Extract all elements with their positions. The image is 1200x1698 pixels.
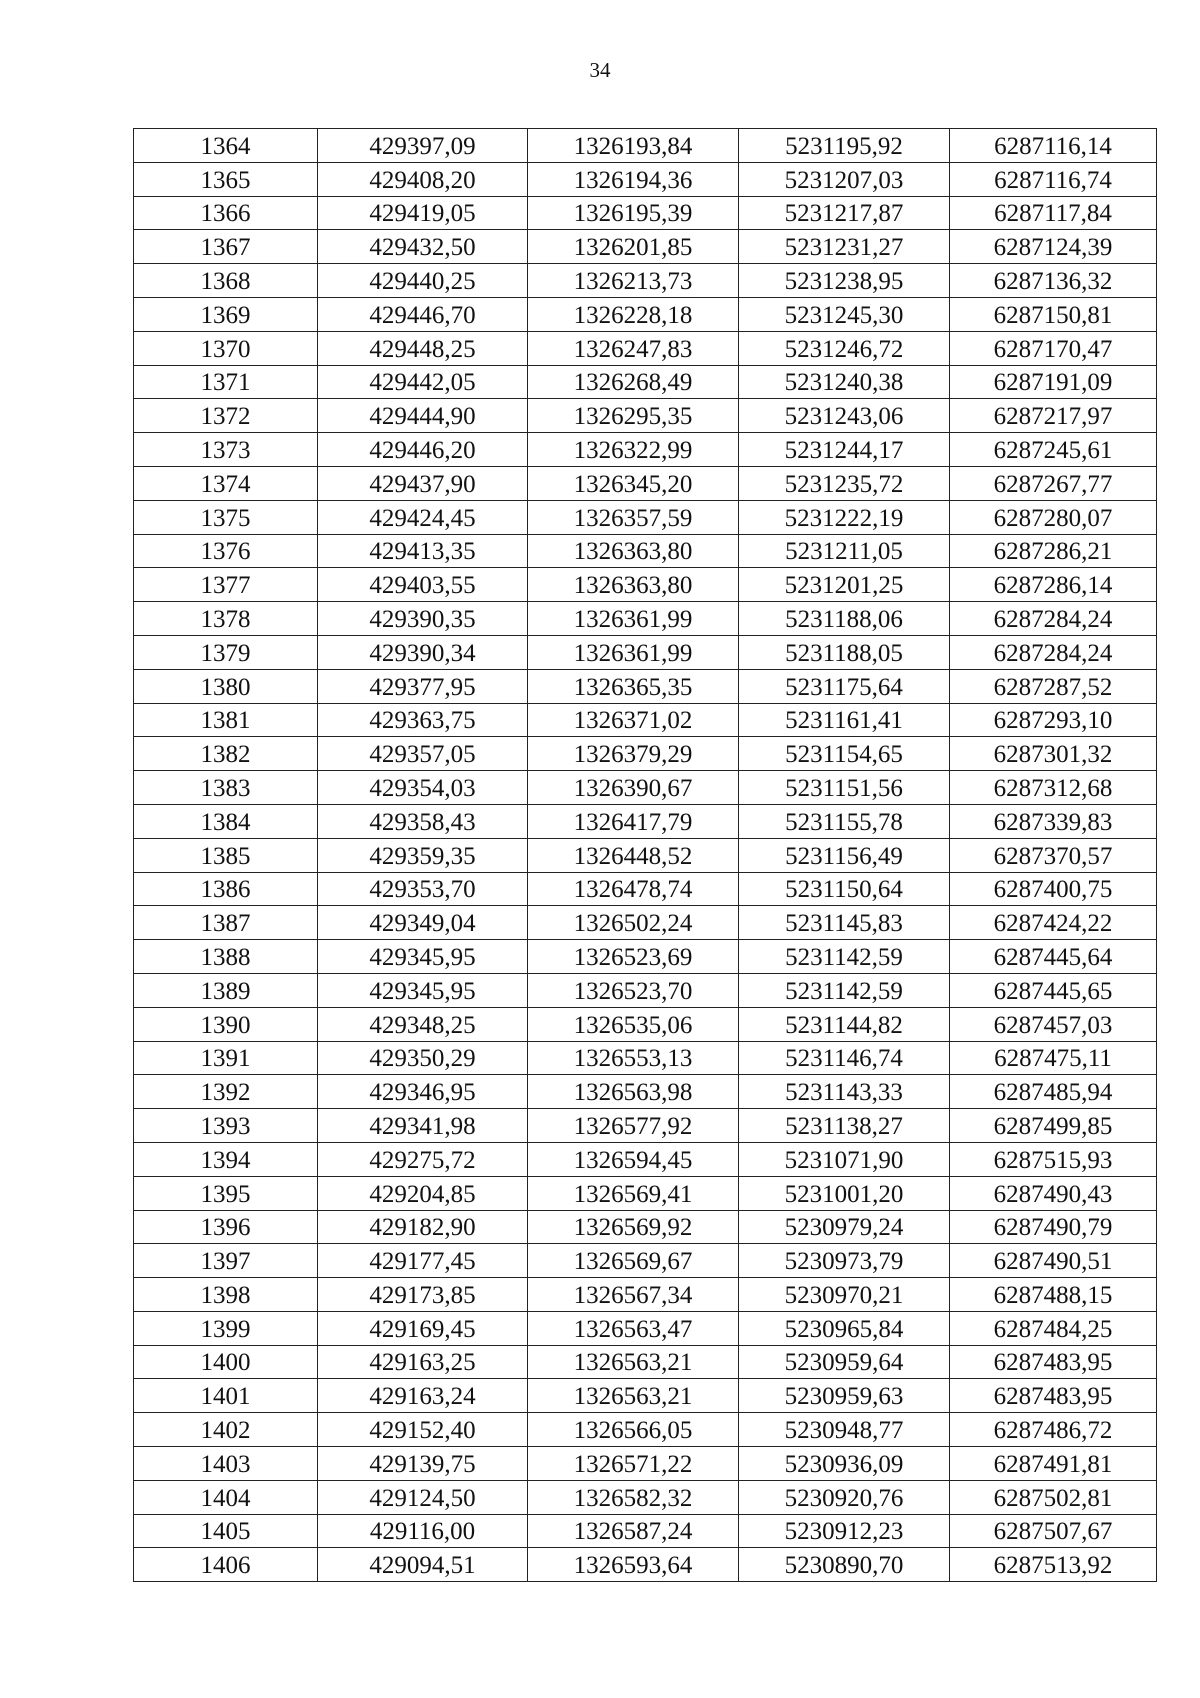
coord-y2-cell: 6287370,57: [950, 838, 1157, 872]
coord-y2-cell: 6287488,15: [950, 1278, 1157, 1312]
coord-y1-cell: 1326295,35: [528, 399, 739, 433]
point-number-cell: 1387: [134, 906, 318, 940]
coord-x2-cell: 5231244,17: [739, 433, 950, 467]
coord-x1-cell: 429163,24: [318, 1379, 528, 1413]
coord-x1-cell: 429432,50: [318, 230, 528, 264]
table-row: [134, 534, 1157, 568]
table-row: [134, 264, 1157, 298]
point-number-cell: 1368: [134, 264, 318, 298]
coord-x1-cell: 429440,25: [318, 264, 528, 298]
coord-x1-cell: 429348,25: [318, 1007, 528, 1041]
coord-y2-cell: 6287457,03: [950, 1007, 1157, 1041]
table-row: [134, 1176, 1157, 1210]
coord-y2-cell: 6287502,81: [950, 1480, 1157, 1514]
table-row: [134, 906, 1157, 940]
point-number-cell: 1380: [134, 669, 318, 703]
coord-y2-cell: 6287286,14: [950, 568, 1157, 602]
coord-y1-cell: 1326569,67: [528, 1244, 739, 1278]
point-number-cell: 1374: [134, 466, 318, 500]
point-number-cell: 1371: [134, 365, 318, 399]
coord-y2-cell: 6287475,11: [950, 1041, 1157, 1075]
coord-y2-cell: 6287287,52: [950, 669, 1157, 703]
coord-y2-cell: 6287284,24: [950, 602, 1157, 636]
table-row: [134, 737, 1157, 771]
coord-x2-cell: 5231243,06: [739, 399, 950, 433]
coord-y1-cell: 1326569,92: [528, 1210, 739, 1244]
table-row: [134, 1345, 1157, 1379]
table-row: [134, 771, 1157, 805]
point-number-cell: 1386: [134, 872, 318, 906]
coord-y2-cell: 6287445,65: [950, 973, 1157, 1007]
coord-x1-cell: 429345,95: [318, 973, 528, 1007]
coord-x1-cell: 429424,45: [318, 500, 528, 534]
coord-x2-cell: 5231231,27: [739, 230, 950, 264]
coord-x1-cell: 429408,20: [318, 162, 528, 196]
coord-x1-cell: 429349,04: [318, 906, 528, 940]
coord-x2-cell: 5231245,30: [739, 297, 950, 331]
coord-y1-cell: 1326563,47: [528, 1311, 739, 1345]
coord-x2-cell: 5231211,05: [739, 534, 950, 568]
coord-y2-cell: 6287136,32: [950, 264, 1157, 298]
coord-x2-cell: 5231175,64: [739, 669, 950, 703]
coord-y1-cell: 1326553,13: [528, 1041, 739, 1075]
point-number-cell: 1369: [134, 297, 318, 331]
table-row: [134, 129, 1157, 163]
coord-x1-cell: 429446,20: [318, 433, 528, 467]
point-number-cell: 1397: [134, 1244, 318, 1278]
table-row: [134, 1109, 1157, 1143]
table-row: [134, 973, 1157, 1007]
coord-x2-cell: 5231138,27: [739, 1109, 950, 1143]
coord-y2-cell: 6287116,74: [950, 162, 1157, 196]
coord-x1-cell: 429094,51: [318, 1548, 528, 1582]
table-row: [134, 838, 1157, 872]
coord-y2-cell: 6287490,51: [950, 1244, 1157, 1278]
table-row: [134, 1244, 1157, 1278]
coord-y1-cell: 1326361,99: [528, 635, 739, 669]
coord-y2-cell: 6287170,47: [950, 331, 1157, 365]
coord-x1-cell: 429341,98: [318, 1109, 528, 1143]
coord-x2-cell: 5230965,84: [739, 1311, 950, 1345]
coord-x2-cell: 5230959,64: [739, 1345, 950, 1379]
coord-y2-cell: 6287513,92: [950, 1548, 1157, 1582]
coord-x2-cell: 5231071,90: [739, 1142, 950, 1176]
table-row: [134, 669, 1157, 703]
coord-x1-cell: 429345,95: [318, 940, 528, 974]
coord-y1-cell: 1326363,80: [528, 534, 739, 568]
coord-x2-cell: 5231201,25: [739, 568, 950, 602]
table-row: [134, 602, 1157, 636]
coord-y1-cell: 1326563,21: [528, 1345, 739, 1379]
table-row: [134, 1413, 1157, 1447]
table-row: [134, 1447, 1157, 1481]
coord-y1-cell: 1326201,85: [528, 230, 739, 264]
coord-y1-cell: 1326478,74: [528, 872, 739, 906]
point-number-cell: 1392: [134, 1075, 318, 1109]
coord-x2-cell: 5231146,74: [739, 1041, 950, 1075]
coord-x1-cell: 429377,95: [318, 669, 528, 703]
point-number-cell: 1396: [134, 1210, 318, 1244]
coord-y2-cell: 6287301,32: [950, 737, 1157, 771]
coord-x1-cell: 429413,35: [318, 534, 528, 568]
table-row: [134, 872, 1157, 906]
coord-x1-cell: 429177,45: [318, 1244, 528, 1278]
coord-y1-cell: 1326417,79: [528, 804, 739, 838]
coord-x1-cell: 429204,85: [318, 1176, 528, 1210]
point-number-cell: 1367: [134, 230, 318, 264]
point-number-cell: 1388: [134, 940, 318, 974]
table-row: [134, 703, 1157, 737]
coord-x1-cell: 429442,05: [318, 365, 528, 399]
point-number-cell: 1383: [134, 771, 318, 805]
coord-x2-cell: 5230948,77: [739, 1413, 950, 1447]
coord-x1-cell: 429139,75: [318, 1447, 528, 1481]
coord-x2-cell: 5230920,76: [739, 1480, 950, 1514]
point-number-cell: 1378: [134, 602, 318, 636]
coord-x1-cell: 429354,03: [318, 771, 528, 805]
coord-y2-cell: 6287150,81: [950, 297, 1157, 331]
coord-x2-cell: 5231145,83: [739, 906, 950, 940]
coord-y1-cell: 1326594,45: [528, 1142, 739, 1176]
coord-y1-cell: 1326582,32: [528, 1480, 739, 1514]
coord-y1-cell: 1326593,64: [528, 1548, 739, 1582]
point-number-cell: 1393: [134, 1109, 318, 1143]
coord-x2-cell: 5231161,41: [739, 703, 950, 737]
coord-x1-cell: 429397,09: [318, 129, 528, 163]
coord-y1-cell: 1326502,24: [528, 906, 739, 940]
table-row: [134, 230, 1157, 264]
coord-y1-cell: 1326213,73: [528, 264, 739, 298]
coord-x1-cell: 429419,05: [318, 196, 528, 230]
coordinates-table: [133, 128, 1157, 1582]
coord-x1-cell: 429346,95: [318, 1075, 528, 1109]
coord-y2-cell: 6287491,81: [950, 1447, 1157, 1481]
table-row: [134, 804, 1157, 838]
coord-x2-cell: 5231155,78: [739, 804, 950, 838]
point-number-cell: 1406: [134, 1548, 318, 1582]
coord-y2-cell: 6287507,67: [950, 1514, 1157, 1548]
coord-y2-cell: 6287124,39: [950, 230, 1157, 264]
coord-x2-cell: 5231150,64: [739, 872, 950, 906]
coord-x1-cell: 429446,70: [318, 297, 528, 331]
coord-y1-cell: 1326228,18: [528, 297, 739, 331]
point-number-cell: 1394: [134, 1142, 318, 1176]
table-row: [134, 1379, 1157, 1413]
table-row: [134, 365, 1157, 399]
coord-x2-cell: 5231238,95: [739, 264, 950, 298]
coord-y2-cell: 6287485,94: [950, 1075, 1157, 1109]
point-number-cell: 1401: [134, 1379, 318, 1413]
point-number-cell: 1398: [134, 1278, 318, 1312]
coord-x1-cell: 429390,35: [318, 602, 528, 636]
coord-x1-cell: 429444,90: [318, 399, 528, 433]
coord-y2-cell: 6287483,95: [950, 1379, 1157, 1413]
coord-x2-cell: 5230936,09: [739, 1447, 950, 1481]
table-row: [134, 1480, 1157, 1514]
coord-y1-cell: 1326569,41: [528, 1176, 739, 1210]
table-row: [134, 196, 1157, 230]
point-number-cell: 1377: [134, 568, 318, 602]
coord-y2-cell: 6287400,75: [950, 872, 1157, 906]
coord-x2-cell: 5231142,59: [739, 940, 950, 974]
coord-y1-cell: 1326523,69: [528, 940, 739, 974]
coord-x1-cell: 429275,72: [318, 1142, 528, 1176]
point-number-cell: 1405: [134, 1514, 318, 1548]
coord-y2-cell: 6287280,07: [950, 500, 1157, 534]
table-row: [134, 1075, 1157, 1109]
coord-x2-cell: 5230970,21: [739, 1278, 950, 1312]
point-number-cell: 1404: [134, 1480, 318, 1514]
table-row: [134, 399, 1157, 433]
coord-x1-cell: 429437,90: [318, 466, 528, 500]
coord-x1-cell: 429390,34: [318, 635, 528, 669]
coord-x2-cell: 5230959,63: [739, 1379, 950, 1413]
table-row: [134, 1514, 1157, 1548]
coord-y1-cell: 1326563,21: [528, 1379, 739, 1413]
coord-x1-cell: 429403,55: [318, 568, 528, 602]
coord-x1-cell: 429350,29: [318, 1041, 528, 1075]
coord-y1-cell: 1326195,39: [528, 196, 739, 230]
point-number-cell: 1372: [134, 399, 318, 433]
coord-x2-cell: 5231195,92: [739, 129, 950, 163]
coord-x1-cell: 429357,05: [318, 737, 528, 771]
coord-y1-cell: 1326371,02: [528, 703, 739, 737]
table-row: [134, 1210, 1157, 1244]
table-row: [134, 331, 1157, 365]
coord-y2-cell: 6287339,83: [950, 804, 1157, 838]
coord-x2-cell: 5231142,59: [739, 973, 950, 1007]
coord-x2-cell: 5231154,65: [739, 737, 950, 771]
coord-y2-cell: 6287490,43: [950, 1176, 1157, 1210]
coord-x1-cell: 429116,00: [318, 1514, 528, 1548]
coord-y2-cell: 6287424,22: [950, 906, 1157, 940]
coord-x2-cell: 5231151,56: [739, 771, 950, 805]
coord-y1-cell: 1326577,92: [528, 1109, 739, 1143]
table-row: [134, 500, 1157, 534]
coord-y1-cell: 1326571,22: [528, 1447, 739, 1481]
coord-y1-cell: 1326390,67: [528, 771, 739, 805]
point-number-cell: 1385: [134, 838, 318, 872]
coord-y2-cell: 6287499,85: [950, 1109, 1157, 1143]
coord-x2-cell: 5231144,82: [739, 1007, 950, 1041]
coord-x2-cell: 5231143,33: [739, 1075, 950, 1109]
table-row: [134, 297, 1157, 331]
point-number-cell: 1402: [134, 1413, 318, 1447]
table-row: [134, 433, 1157, 467]
coord-y1-cell: 1326567,34: [528, 1278, 739, 1312]
coord-x1-cell: 429448,25: [318, 331, 528, 365]
coord-x2-cell: 5231001,20: [739, 1176, 950, 1210]
table-row: [134, 568, 1157, 602]
coord-y1-cell: 1326566,05: [528, 1413, 739, 1447]
point-number-cell: 1382: [134, 737, 318, 771]
point-number-cell: 1403: [134, 1447, 318, 1481]
point-number-cell: 1381: [134, 703, 318, 737]
page-number: 34: [589, 58, 611, 82]
coord-x2-cell: 5231246,72: [739, 331, 950, 365]
coord-y2-cell: 6287312,68: [950, 771, 1157, 805]
coord-x1-cell: 429169,45: [318, 1311, 528, 1345]
coord-y2-cell: 6287117,84: [950, 196, 1157, 230]
coord-y2-cell: 6287445,64: [950, 940, 1157, 974]
coord-y1-cell: 1326363,80: [528, 568, 739, 602]
coord-x1-cell: 429359,35: [318, 838, 528, 872]
coord-y2-cell: 6287484,25: [950, 1311, 1157, 1345]
point-number-cell: 1379: [134, 635, 318, 669]
coord-y1-cell: 1326365,35: [528, 669, 739, 703]
coord-y1-cell: 1326357,59: [528, 500, 739, 534]
point-number-cell: 1365: [134, 162, 318, 196]
table-row: [134, 1041, 1157, 1075]
coord-x2-cell: 5231188,06: [739, 602, 950, 636]
coord-y2-cell: 6287486,72: [950, 1413, 1157, 1447]
point-number-cell: 1364: [134, 129, 318, 163]
table-row: [134, 1278, 1157, 1312]
coord-x2-cell: 5230979,24: [739, 1210, 950, 1244]
coord-x2-cell: 5231207,03: [739, 162, 950, 196]
coord-y2-cell: 6287293,10: [950, 703, 1157, 737]
coord-y1-cell: 1326361,99: [528, 602, 739, 636]
coord-y2-cell: 6287286,21: [950, 534, 1157, 568]
coord-y1-cell: 1326448,52: [528, 838, 739, 872]
coord-x2-cell: 5231188,05: [739, 635, 950, 669]
point-number-cell: 1376: [134, 534, 318, 568]
coord-y1-cell: 1326193,84: [528, 129, 739, 163]
coord-x1-cell: 429363,75: [318, 703, 528, 737]
coord-y2-cell: 6287191,09: [950, 365, 1157, 399]
coord-x1-cell: 429163,25: [318, 1345, 528, 1379]
coord-x2-cell: 5231217,87: [739, 196, 950, 230]
coord-x1-cell: 429182,90: [318, 1210, 528, 1244]
coord-y2-cell: 6287490,79: [950, 1210, 1157, 1244]
coord-x2-cell: 5231240,38: [739, 365, 950, 399]
coord-y1-cell: 1326322,99: [528, 433, 739, 467]
table-row: [134, 940, 1157, 974]
point-number-cell: 1390: [134, 1007, 318, 1041]
coord-x1-cell: 429353,70: [318, 872, 528, 906]
point-number-cell: 1384: [134, 804, 318, 838]
coord-x1-cell: 429173,85: [318, 1278, 528, 1312]
coord-y2-cell: 6287284,24: [950, 635, 1157, 669]
coord-x2-cell: 5230890,70: [739, 1548, 950, 1582]
coord-x2-cell: 5230973,79: [739, 1244, 950, 1278]
table-row: [134, 1311, 1157, 1345]
coord-y2-cell: 6287483,95: [950, 1345, 1157, 1379]
point-number-cell: 1400: [134, 1345, 318, 1379]
point-number-cell: 1375: [134, 500, 318, 534]
point-number-cell: 1399: [134, 1311, 318, 1345]
coord-y2-cell: 6287217,97: [950, 399, 1157, 433]
coord-x1-cell: 429124,50: [318, 1480, 528, 1514]
coord-y2-cell: 6287515,93: [950, 1142, 1157, 1176]
coord-y1-cell: 1326523,70: [528, 973, 739, 1007]
point-number-cell: 1395: [134, 1176, 318, 1210]
coord-x2-cell: 5231235,72: [739, 466, 950, 500]
coord-y1-cell: 1326379,29: [528, 737, 739, 771]
coord-y1-cell: 1326535,06: [528, 1007, 739, 1041]
point-number-cell: 1366: [134, 196, 318, 230]
coord-y1-cell: 1326268,49: [528, 365, 739, 399]
coord-x1-cell: 429358,43: [318, 804, 528, 838]
coord-x2-cell: 5231222,19: [739, 500, 950, 534]
coord-y2-cell: 6287116,14: [950, 129, 1157, 163]
table-row: [134, 1007, 1157, 1041]
coord-x1-cell: 429152,40: [318, 1413, 528, 1447]
table-row: [134, 466, 1157, 500]
coord-y1-cell: 1326563,98: [528, 1075, 739, 1109]
coord-y1-cell: 1326194,36: [528, 162, 739, 196]
coord-y1-cell: 1326345,20: [528, 466, 739, 500]
coord-x2-cell: 5230912,23: [739, 1514, 950, 1548]
point-number-cell: 1389: [134, 973, 318, 1007]
table-row: [134, 635, 1157, 669]
coord-x2-cell: 5231156,49: [739, 838, 950, 872]
table-row: [134, 162, 1157, 196]
table-row: [134, 1142, 1157, 1176]
coord-y1-cell: 1326587,24: [528, 1514, 739, 1548]
coord-y2-cell: 6287245,61: [950, 433, 1157, 467]
coord-y1-cell: 1326247,83: [528, 331, 739, 365]
point-number-cell: 1391: [134, 1041, 318, 1075]
point-number-cell: 1373: [134, 433, 318, 467]
coord-y2-cell: 6287267,77: [950, 466, 1157, 500]
table-row: [134, 1548, 1157, 1582]
coordinates-table-body: [134, 129, 1157, 1582]
point-number-cell: 1370: [134, 331, 318, 365]
